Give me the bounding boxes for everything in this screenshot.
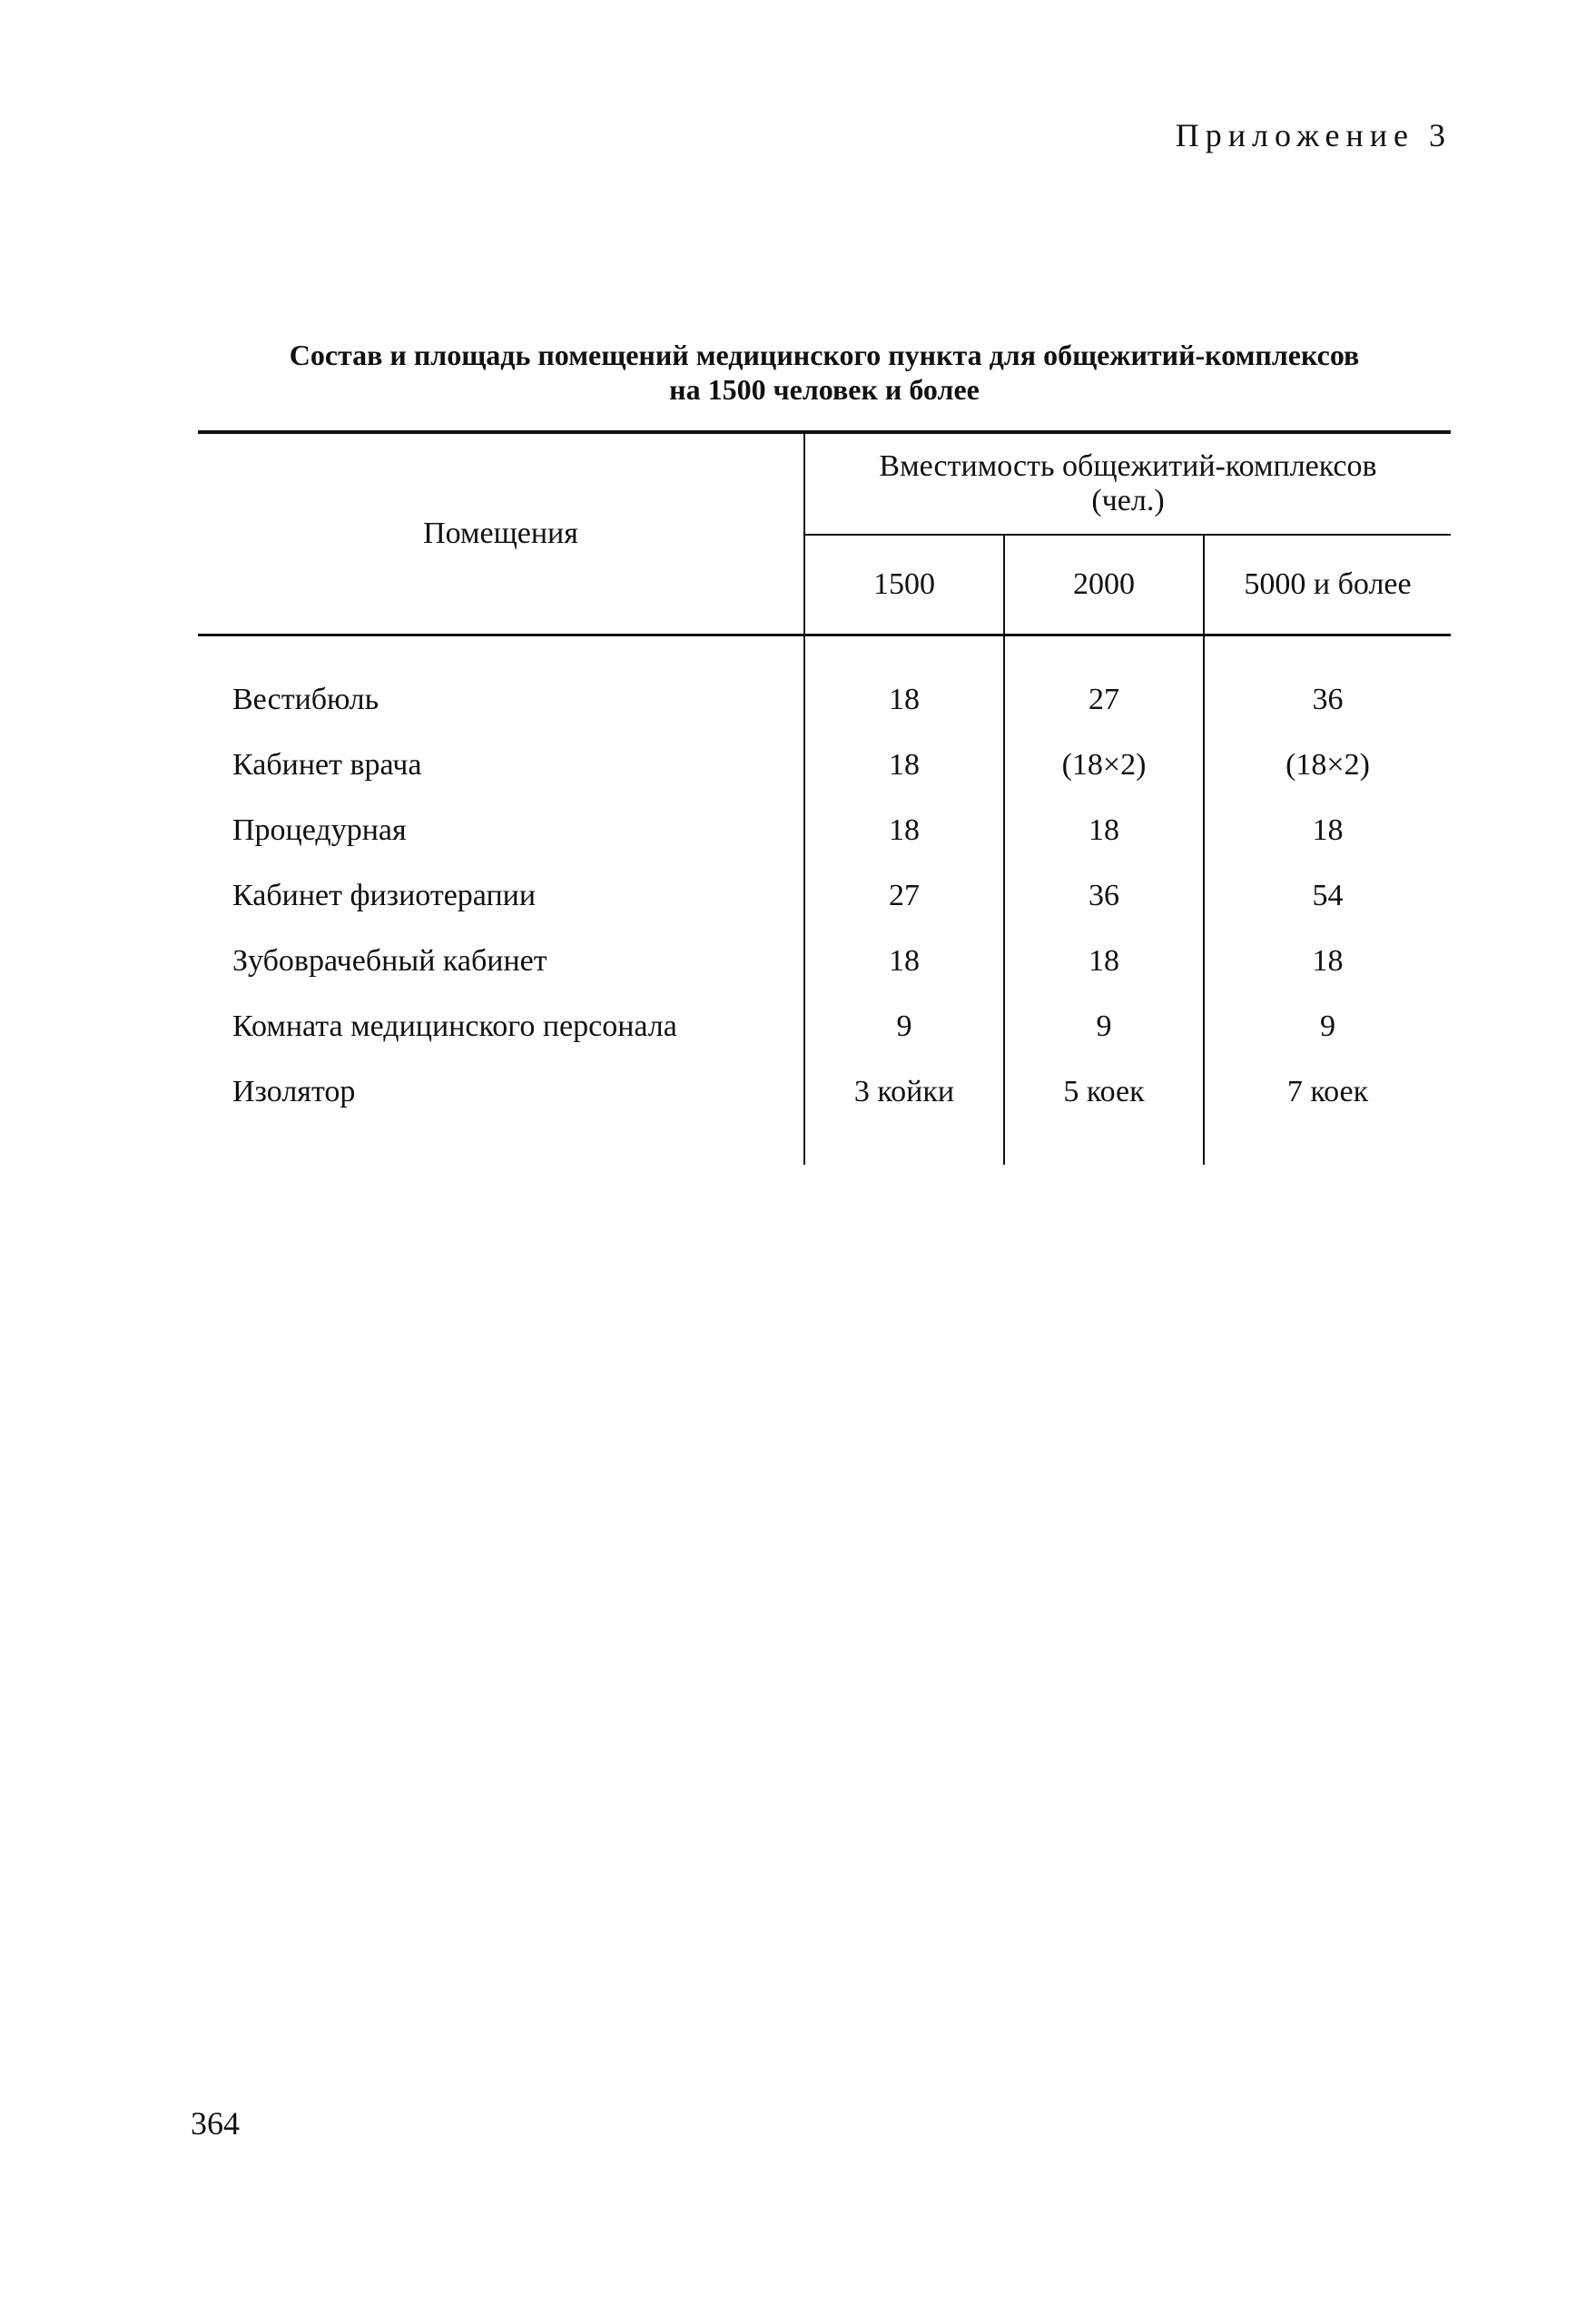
table-header [198, 432, 1451, 635]
column-header-5000-plus: 5000 и более [1204, 535, 1451, 635]
column-group-header-capacity [804, 432, 1451, 535]
value-cell: 9 [804, 994, 1004, 1059]
value-cell: 7 коек [1286, 1075, 1369, 1108]
capacity-header-label: Вместимость общежитий-комплексов [879, 449, 1377, 483]
value-cell: 18 [804, 635, 1004, 734]
room-name-cell: Кабинет физиотерапии [198, 863, 804, 929]
rooms-table [198, 430, 1451, 1165]
table-title-line-1: Состав и площадь помещений медицинского пункта для общежитий-комплексов [289, 339, 1360, 371]
table-row [198, 1059, 1451, 1165]
room-name-cell: Кабинет врача [198, 733, 804, 798]
column-header-rooms: Помещения [198, 432, 804, 635]
room-name-cell: Комната медицинского персонала [198, 994, 804, 1059]
table-row [198, 929, 1451, 994]
room-name-cell: Зубоврачебный кабинет [198, 929, 804, 994]
value-cell: 18 [1312, 813, 1344, 847]
table-row [198, 863, 1451, 929]
table-body [198, 635, 1451, 1166]
value-cell: 3 койки [804, 1059, 1004, 1165]
value-cell: 54 [1312, 879, 1344, 912]
appendix-label: Приложение 3 [1175, 117, 1452, 153]
value-cell: 36 [1004, 863, 1204, 929]
table-title [198, 338, 1451, 407]
table-row [198, 635, 1451, 734]
rooms-table-wrapper [198, 430, 1451, 1165]
value-cell: 9 [1004, 994, 1204, 1059]
value-cell: 18 [1312, 944, 1344, 978]
value-cell: 18 [1004, 929, 1204, 994]
column-header-1500: 1500 [804, 535, 1004, 635]
page-number: 364 [191, 2105, 240, 2142]
table-row [198, 733, 1451, 798]
value-cell: 18 [804, 798, 1004, 863]
room-name-cell: Процедурная [198, 798, 804, 863]
capacity-header-unit: (чел.) [1091, 484, 1165, 517]
value-cell: (18×2) [1004, 733, 1204, 798]
value-cell: 27 [1004, 635, 1204, 734]
value-cell: 36 [1312, 683, 1344, 716]
table-row [198, 994, 1451, 1059]
room-name-cell: Изолятор [198, 1059, 804, 1165]
value-cell: 18 [1004, 798, 1204, 863]
value-cell: 18 [804, 929, 1004, 994]
table-title-line-2: на 1500 человек и более [669, 373, 980, 406]
value-cell: 18 [804, 733, 1004, 798]
table-row [198, 798, 1451, 863]
column-header-2000: 2000 [1004, 535, 1204, 635]
value-cell: 9 [1320, 1009, 1335, 1043]
value-cell: 27 [804, 863, 1004, 929]
value-cell: 5 коек [1004, 1059, 1204, 1165]
room-name-cell: Вестибюль [198, 635, 804, 734]
value-cell: (18×2) [1286, 748, 1370, 782]
